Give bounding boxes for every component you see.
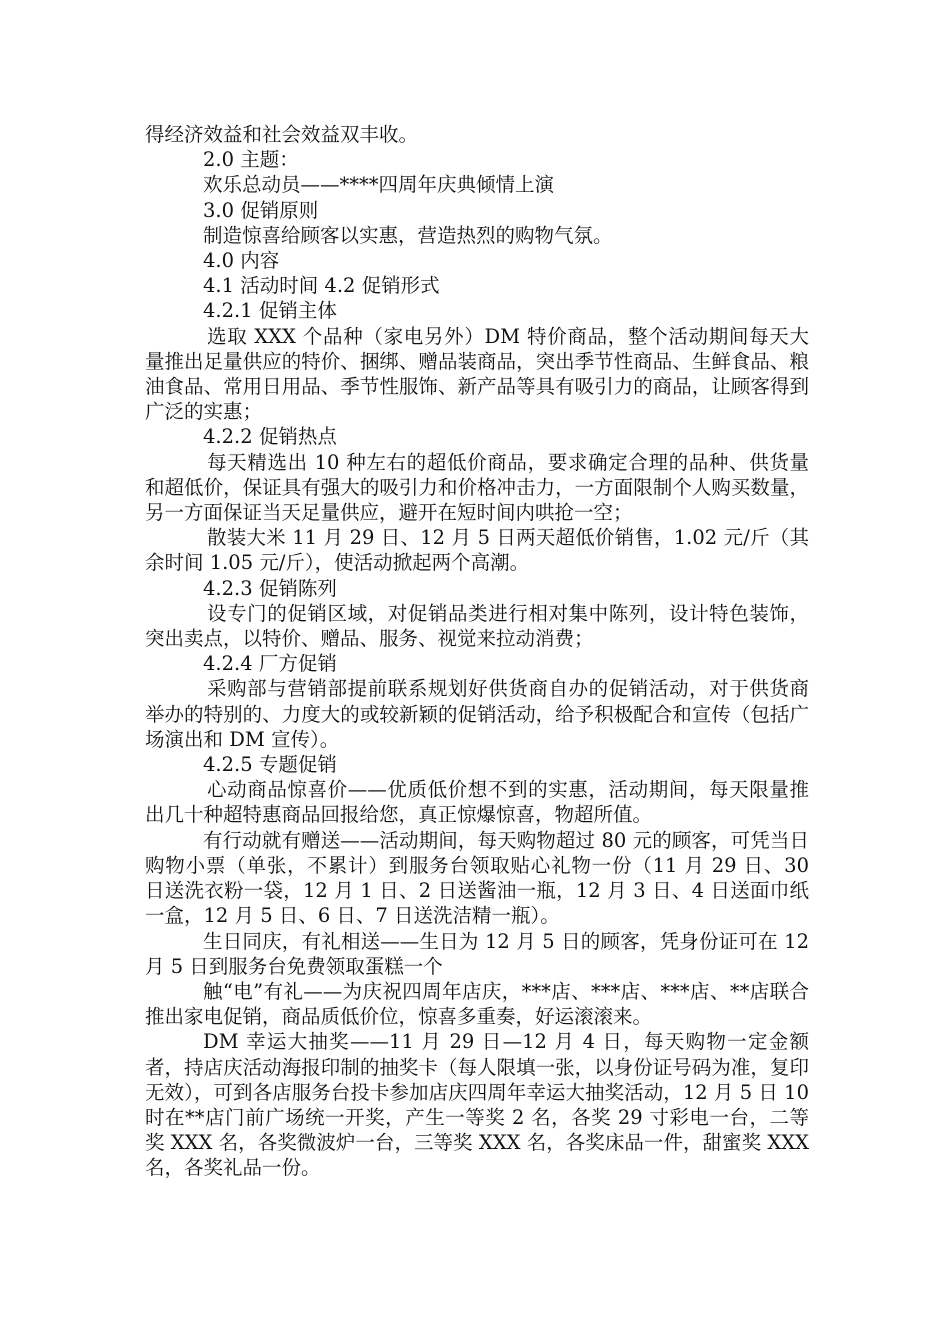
paragraph-gift-with-purchase: 有行动就有赠送——活动期间，每天购物超过 80 元的顾客，可凭当日购物小票（单张，不累计）到服务台领取贴心礼物一份（11 月 29 日、30 日送洗衣粉一袋，12 月 1 日、2 日送酱油一瓶，12 月 3 日、4 日送面巾纸一盒，12 月 5 日、6 日、7 日送洗洁精一瓶）。 xyxy=(145,828,809,928)
paragraph-promo-hotspot: 每天精选出 10 种左右的超低价商品，要求确定合理的品种、供货量和超低价，保证具有强大的吸引力和价格冲击力，一方面限制个人购买数量，另一方面保证当天足量供应，避开在短时间内哄抢一空； xyxy=(145,450,809,525)
paragraph-appliance-promo: 触“电”有礼——为庆祝四周年店庆，***店、***店、***店、**店联合推出家电促销，商品质低价位，惊喜多重奏，好运滚滚来。 xyxy=(145,979,809,1029)
paragraph-surprise-price: 心动商品惊喜价——优质低价想不到的实惠，活动期间，每天限量推出几十种超特惠商品回报给您，真正惊爆惊喜，物超所值。 xyxy=(145,778,809,827)
paragraph-vendor-promo: 采购部与营销部提前联系规划好供货商自办的促销活动，对于供货商举办的特别的、力度大的或较新颖的促销活动，给予积极配合和宣传（包括广场演出和 DM 宣传）。 xyxy=(145,677,809,751)
heading-theme: 2.0 主题： xyxy=(203,148,299,172)
heading-special-promo: 4.2.5 专题促销 xyxy=(203,753,337,777)
document-body xyxy=(145,122,809,1181)
paragraph-closing-line: 得经济效益和社会效益双丰收。 xyxy=(145,123,419,146)
paragraph-principle-text: 制造惊喜给顾客以实惠，营造热烈的购物气氛。 xyxy=(203,223,613,247)
heading-promo-display: 4.2.3 促销陈列 xyxy=(203,576,337,600)
heading-vendor-promo: 4.2.4 厂方促销 xyxy=(203,652,337,676)
paragraph-promo-display: 设专门的促销区域，对促销品类进行相对集中陈列，设计特色装饰，突出卖点，以特价、赠品、服务、视觉来拉动消费； xyxy=(145,601,809,651)
paragraph-birthday-gift: 生日同庆，有礼相送——生日为 12 月 5 日的顾客，凭身份证可在 12 月 5 日到服务台免费领取蛋糕一个 xyxy=(145,929,809,978)
heading-promo-main: 4.2.1 促销主体 xyxy=(203,299,337,323)
heading-principle: 3.0 促销原则 xyxy=(203,198,319,222)
paragraph-theme-text: 欢乐总动员——****四周年庆典倾情上演 xyxy=(203,173,555,197)
heading-time-and-form: 4.1 活动时间 4.2 促销形式 xyxy=(203,274,440,298)
paragraph-lucky-draw: DM 幸运大抽奖——11 月 29 日—12 月 4 日，每天购物一定金额者，持店庆活动海报印制的抽奖卡（每人限填一张，以身份证号码为准，复印无效），可到各店服务台投卡参加店庆四周年幸运大抽奖活动，12 月 5 日 10 时在**店门前广场统一开奖，产生一等奖 2 名，各奖 29 寸彩电一台，二等奖 XXX 名，各奖微波炉一台，三等奖 XXX 名，各奖床品一件，甜蜜奖 XXX 名，各奖礼品一份。 xyxy=(145,1030,809,1180)
paragraph-rice-sale: 散装大米 11 月 29 日、12 月 5 日两天超低价销售，1.02 元/斤（其余时间 1.05 元/斤），使活动掀起两个高潮。 xyxy=(145,526,809,575)
heading-promo-hotspot: 4.2.2 促销热点 xyxy=(203,425,337,449)
heading-content: 4.0 内容 xyxy=(203,249,280,273)
paragraph-promo-main: 选取 XXX 个品种（家电另外）DM 特价商品，整个活动期间每天大量推出足量供应的特价、捆绑、赠品装商品，突出季节性商品、生鲜食品、粮油食品、常用日用品、季节性服饰、新产品等具有吸引力的商品，让顾客得到广泛的实惠； xyxy=(145,324,809,424)
